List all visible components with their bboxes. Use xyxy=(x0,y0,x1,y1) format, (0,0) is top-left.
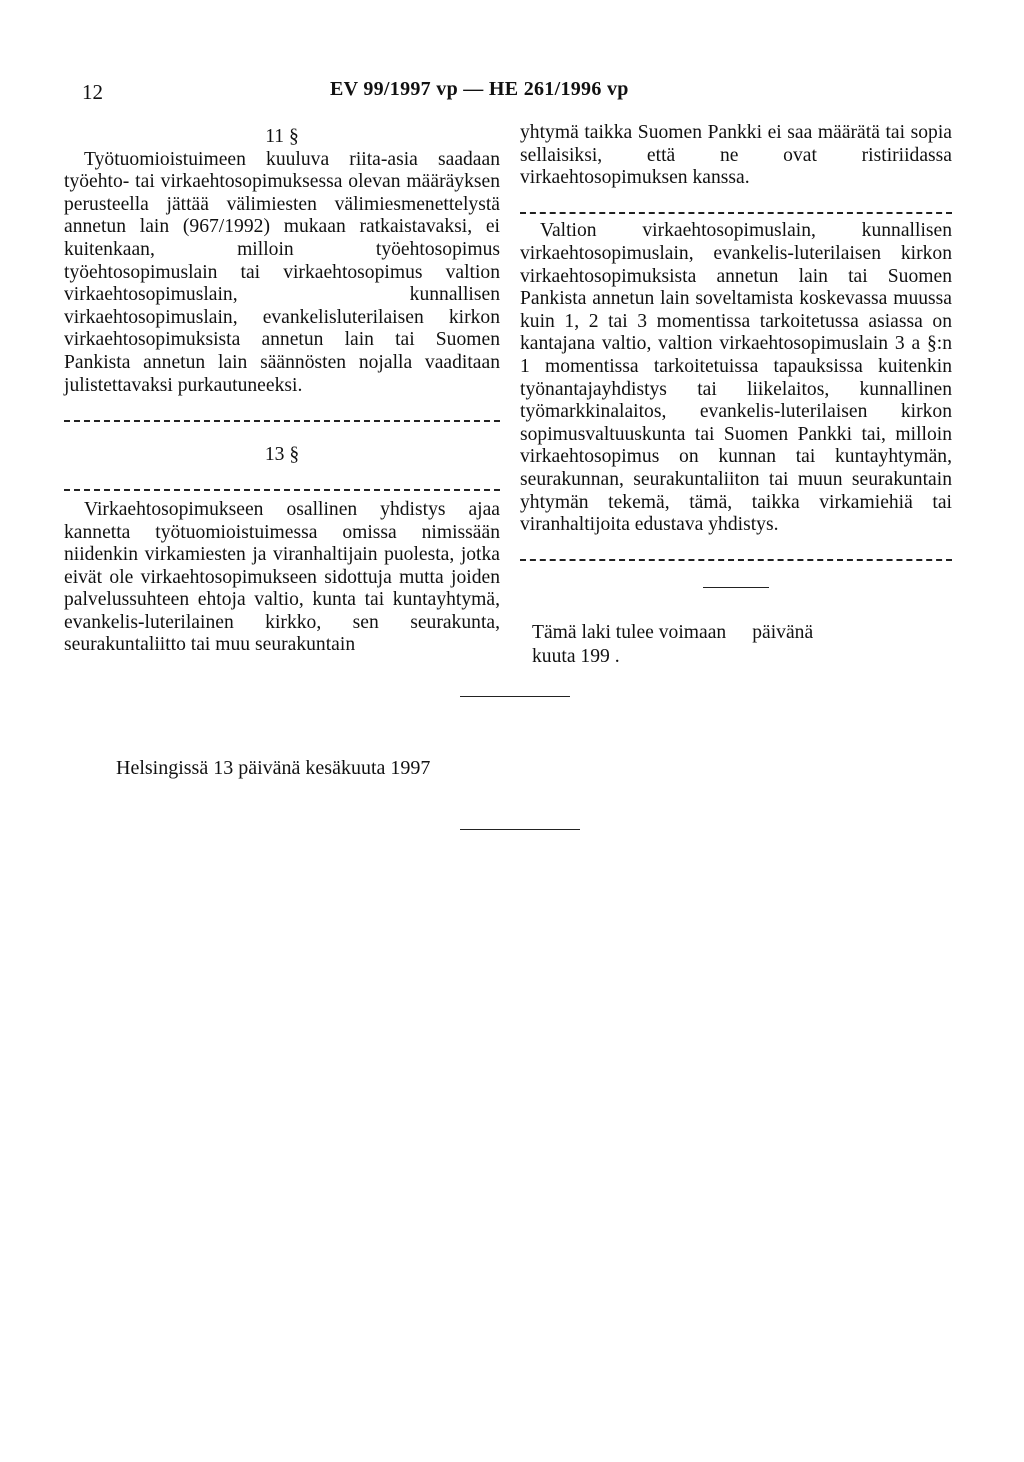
running-header: EV 99/1997 vp — HE 261/1996 vp xyxy=(330,78,629,100)
section-13-text: Virkaehtosopimukseen osallinen yhdistys ajaa kannetta työtuomioistuimessa omissa nimissään niidenkin virkamiesten ja viranhaltijain puolesta, jotka eivät ole virkaehtosopimukseen sidottuja mutta joiden palvelussuhteen ehtoja valtio, kunta tai kuntayhtymä, evankelis-luterilainen kirkko, sen seurakunta, seurakuntaliitto tai muu seurakuntain xyxy=(64,498,500,656)
section-13-heading: 13 § xyxy=(264,443,300,465)
section-end-rule xyxy=(703,587,769,588)
spacer xyxy=(64,422,500,444)
page-number: 12 xyxy=(82,80,103,104)
effective-part-3: kuuta 199 . xyxy=(532,646,620,667)
right-column xyxy=(520,122,952,561)
effective-clause xyxy=(532,621,952,669)
omission-dashes xyxy=(520,190,952,215)
spacer xyxy=(64,491,500,499)
divider-rule xyxy=(460,829,580,830)
section-11-heading: 11 § xyxy=(265,126,299,147)
omission-dashes xyxy=(64,397,500,422)
section-13-continuation: yhtymä taikka Suomen Pankki ei saa määrätä tai sopia sellaisiksi, että ne ovat ristiriidassa virkaehtosopimuksen kanssa. xyxy=(520,122,952,189)
section-13-paragraph: Valtion virkaehtosopimuslain, kunnallisen virkaehtosopimuslain, evankelis-luterilaisen kirkon virkaehtosopimuksista annetun lain tai Suomen Pankista annetun lain soveltamista koskevassa muussa kuin 1, 2 tai 3 momentissa tarkoitetussa asiassa on kantajana valtio, valtion virkaehtosopimuslain 3 a §:n 1 momentissa tarkoitetuissa tapauksissa kuitenkin työnantajayhdistys tai liikelaitos, kunnallinen työmarkkinalaitos, evankelis-luterilaisen kirkon sopimusvaltuuskunta tai Suomen Pankki tai, milloin virkaehtosopimus on kunnan tai kuntayhtymän, seurakunnan, seurakuntaliiton tai muun seurakuntain yhtymän tekemä, tämä, taikka virkamiehiä tai viranhaltijoita edustava yhdistys. xyxy=(520,220,952,536)
section-11-text: Työtuomioistuimeen kuuluva riita-asia saadaan työehto- tai virkaehtosopimuksessa olevan määräyksen perusteella jättää välimiesten välimiesmenettelystä annetun lain (967/1992) mukaan ratkaistavaksi, ei kuitenkaan, milloin työehtosopimus työehtosopimuslain tai virkaehtosopimus valtion virkaehtosopimuslain, kunnallisen virkaehtosopimuslain, evankelisluterilaisen kirkon virkaehtosopimuksista annetun lain tai Suomen Pankista annetun lain säännösten nojalla vaaditaan julistettavaksi purkautuneeksi. xyxy=(64,148,500,396)
divider-rule xyxy=(460,696,570,697)
omission-dashes xyxy=(64,466,500,491)
signature-line: Helsingissä 13 päivänä kesäkuuta 1997 xyxy=(116,757,431,779)
effective-part-2: päivänä xyxy=(752,622,814,643)
effective-part-1: Tämä laki tulee voimaan xyxy=(532,622,727,643)
omission-dashes xyxy=(520,537,952,562)
effective-line-1 xyxy=(532,621,952,645)
left-column xyxy=(64,126,500,657)
